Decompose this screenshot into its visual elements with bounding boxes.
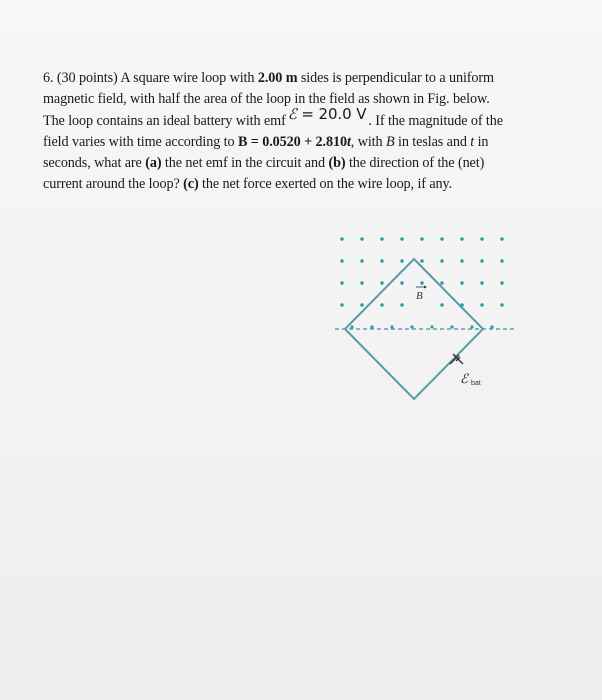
problem-line-5: seconds, what are (a) the net emf in the circuit and (b) the direction of the (net) bbox=[43, 155, 485, 171]
problem-line-6: current around the loop? (c) the net force exerted on the wire loop, if any. bbox=[43, 176, 453, 192]
part-b-label: (b) bbox=[328, 155, 346, 171]
problem-line-4: field varies with time according to B = 0.0520 + 2.810t, with B in teslas and t in bbox=[43, 134, 489, 150]
field-label-group bbox=[416, 286, 427, 303]
field-dots bbox=[340, 237, 504, 328]
side-length: 2.00 m bbox=[257, 70, 298, 86]
problem-line-3: The loop contains an ideal battery with emf ℰ = 20.0 V . If the magnitude of the bbox=[43, 105, 503, 129]
part-a-label: (a) bbox=[145, 155, 162, 171]
field-equation: = 0.0520 + 2.810 bbox=[247, 134, 347, 150]
problem-text bbox=[43, 68, 543, 195]
emf-value: ℰ = 20.0 V bbox=[287, 105, 367, 123]
battery-label: ℰ bbox=[460, 371, 468, 386]
problem-line-1: 6. (30 points) A square wire loop with 2.00 m sides is perpendicular to a uniform bbox=[43, 70, 494, 86]
loop-figure bbox=[330, 225, 520, 405]
problem-number: 6. bbox=[43, 70, 54, 86]
problem-line-2: magnetic field, with half the area of the loop in the field as shown in Fig. below. bbox=[43, 91, 490, 107]
part-c-label: (c) bbox=[183, 176, 199, 192]
problem-points: (30 points) bbox=[56, 70, 118, 86]
figure-svg bbox=[330, 225, 520, 405]
field-label: B bbox=[416, 290, 423, 302]
battery-subscript: bat bbox=[471, 380, 481, 387]
